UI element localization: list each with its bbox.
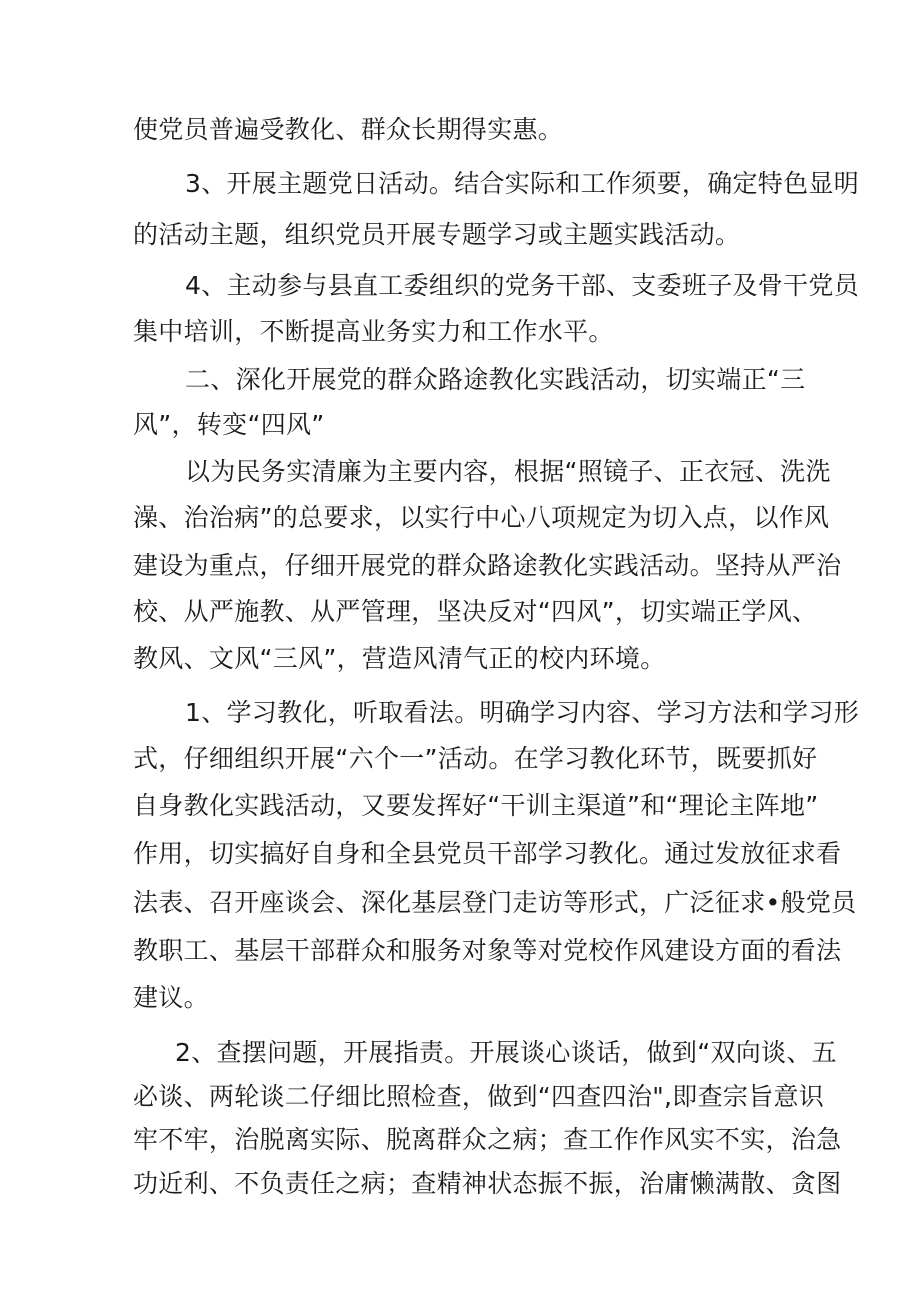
text-line: 使党员普遍受教化、群众长期得实惠。 xyxy=(133,115,564,144)
text-line: 建设为重点，仔细开展党的群众路途教化实践活动。坚持从严治 xyxy=(133,551,842,580)
text-line: 式，仔细组织开展“六个一”活动。在学习教化环节，既要抓好 xyxy=(133,744,818,773)
text-line: 自身教化实践活动，又要发挥好“干训主渠道”和“理论主阵地” xyxy=(133,791,819,820)
text-line: 1、学习教化，听取看法。明确学习内容、学习方法和学习形 xyxy=(185,698,860,727)
text-line: 功近利、不负责任之病；查精神状态振不振，治庸懒满散、贪图 xyxy=(133,1169,842,1198)
text-line: 以为民务实清廉为主要内容，根据“照镜子、正衣冠、洗洗 xyxy=(185,457,831,486)
text-line: 法表、召开座谈会、深化基层登门走访等形式，广泛征求•般党员 xyxy=(133,888,857,917)
section-heading-line: 风”，转变“四风” xyxy=(133,410,325,439)
section-heading-line: 二、深化开展党的群众路途教化实践活动，切实端正“三 xyxy=(185,365,806,394)
text-line: 牢不牢，治脱离实际、脱离群众之病；查工作作风实不实，治急 xyxy=(133,1125,842,1154)
text-line: 教职工、基层干部群众和服务对象等对党校作风建设方面的看法 xyxy=(133,936,842,965)
text-line: 建议。 xyxy=(133,983,209,1012)
text-line: 澡、治治病”的总要求，以实行中心八项规定为切入点，以作风 xyxy=(133,503,830,532)
text-line: 的活动主题，组织党员开展专题学习或主题实践活动。 xyxy=(133,220,741,249)
text-line: 3、开展主题党日活动。结合实际和工作须要，确定特色显明 xyxy=(185,169,860,198)
text-line: 教风、文风“三风”，营造风清气正的校内环境。 xyxy=(133,644,666,673)
text-line: 必谈、两轮谈二仔细比照检查，做到“四查四治",即查宗旨意识 xyxy=(133,1082,825,1111)
text-line: 2、查摆问题，开展指责。开展谈心谈话，做到“双向谈、五 xyxy=(175,1038,837,1067)
text-line: 4、主动参与县直工委组织的党务干部、支委班子及骨干党员 xyxy=(185,271,860,300)
text-line: 作用，切实搞好自身和全县党员干部学习教化。通过发放征求看 xyxy=(133,839,842,868)
text-line: 校、从严施教、从严管理，坚决反对“四风”，切实端正学风、 xyxy=(133,597,818,626)
text-line: 集中培训，不断提高业务实力和工作水平。 xyxy=(133,317,614,346)
